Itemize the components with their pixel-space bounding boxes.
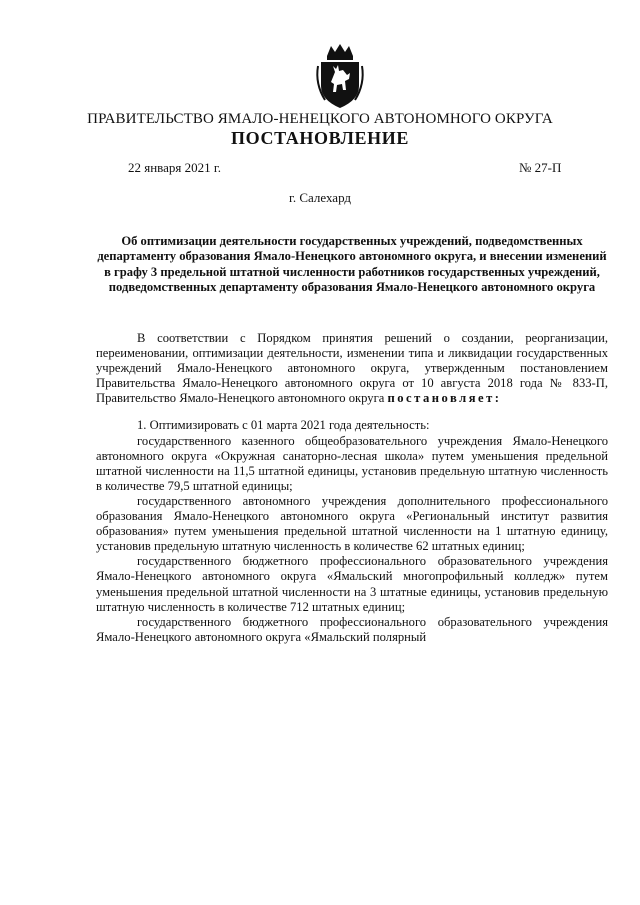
document-body — [96, 331, 608, 645]
document-date: 22 января 2021 г. — [128, 160, 222, 175]
document-title: Об оптимизации деятельности государственных учреждений, подведомственных департаменту образования Ямало-Ненецкого автономного округа, и внесении изменений в графу 3 предельной штатной численности работников государственных учреждений, подведомственных департаменту образования Ямало-Ненецкого автономного округа — [97, 234, 607, 295]
decree-word: постановляет: — [387, 391, 502, 406]
preamble-paragraph — [96, 331, 608, 406]
document-type: ПОСТАНОВЛЕНИЕ — [231, 128, 409, 148]
yamal-coat-of-arms-icon — [313, 42, 367, 110]
document-number: № 27-П — [519, 160, 562, 175]
item-1-clause-a: государственного казенного общеобразовательного учреждения Ямало-Ненецкого автономного округа «Окружная санаторно-лесная школа» путем уменьшения предельной штатной численности на 11,5 штатной единицы, установив предельную штатную численность в количестве 79,5 штатной единицы; — [96, 433, 608, 493]
item-1-clause-b: государственного автономного учреждения дополнительного профессионального образования Ямало-Ненецкого автономного округа «Региональный институт развития образования» путем уменьшения предельной штатной численности на 1 штатную единицу, установив предельную штатную численность в количестве 62 штатных единиц; — [96, 493, 608, 554]
government-name: ПРАВИТЕЛЬСТВО ЯМАЛО-НЕНЕЦКОГО АВТОНОМНОГО ОКРУГА — [87, 111, 553, 127]
item-1-clause-d: государственного бюджетного профессионального образовательного учреждения Ямало-Ненецкого автономного округа «Ямальский полярный — [96, 614, 608, 644]
document-city: г. Салехард — [288, 190, 352, 205]
preamble-text: В соответствии с Порядком принятия решений о создании, реорганизации, переименовании, оптимизации деятельности, изменении типа и ликвидации государственных учреждений Ямало-Ненецкого автономного округа, утвержденным постановлением Правительства Ямало-Ненецкого автономного округа от 10 августа 2018 года № 833-П, Правительство Ямало-Ненецкого автономного округа — [96, 331, 608, 406]
item-1-clause-c: государственного бюджетного профессионального образовательного учреждения Ямало-Ненецкого автономного округа «Ямальский многопрофильный колледж» путем уменьшения предельной штатной численности на 3 штатные единицы, установив предельную штатную численность в количестве 712 штатных единиц; — [96, 554, 608, 614]
item-1-intro: 1. Оптимизировать с 01 марта 2021 года деятельность: — [137, 418, 430, 433]
